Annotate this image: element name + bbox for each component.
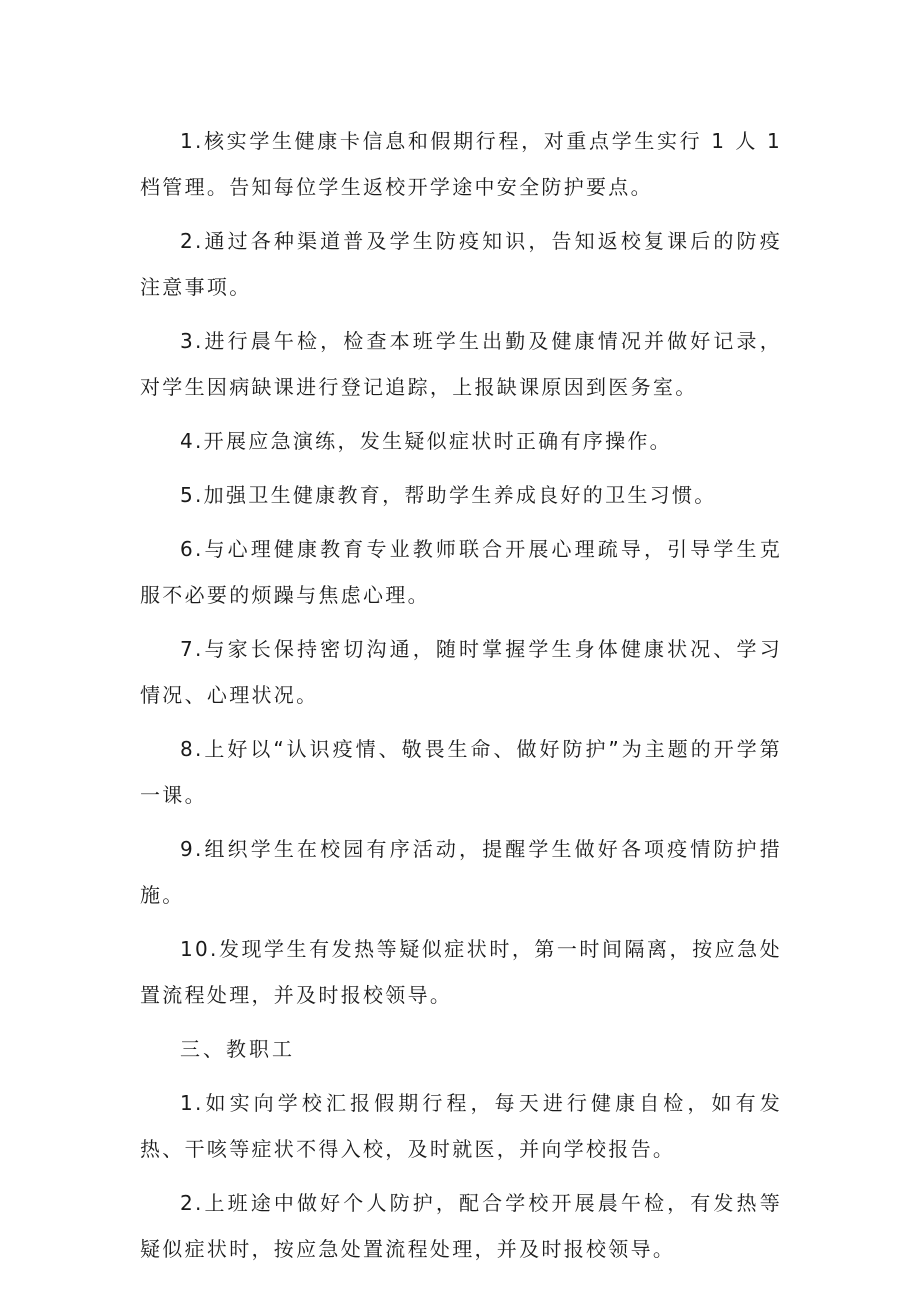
paragraph-student-9: 9.组织学生在校园有序活动，提醒学生做好各项疫情防护措施。: [140, 837, 782, 907]
paragraph-student-7: 7.与家长保持密切沟通，随时掌握学生身体健康状况、学习情况、心理状况。: [140, 637, 782, 707]
paragraph-student-5: 5.加强卫生健康教育，帮助学生养成良好的卫生习惯。: [180, 483, 717, 507]
paragraph-student-3: 3.进行晨午检，检查本班学生出勤及健康情况并做好记录，对学生因病缺课进行登记追踪，上报缺课原因到医务室。: [140, 329, 782, 399]
paragraph-staff-1: 1.如实向学校汇报假期行程，每天进行健康自检，如有发热、干咳等症状不得入校，及时就医，并向学校报告。: [140, 1091, 782, 1161]
paragraph-student-4: 4.开展应急演练，发生疑似症状时正确有序操作。: [180, 429, 672, 453]
paragraph-student-1: 1.核实学生健康卡信息和假期行程，对重点学生实行 1 人 1 档管理。告知每位学生返校开学途中安全防护要点。: [140, 129, 782, 199]
document-body: [140, 118, 782, 1280]
section-heading-staff: 三、教职工: [180, 1037, 295, 1061]
paragraph-student-6: 6.与心理健康教育专业教师联合开展心理疏导，引导学生克服不必要的烦躁与焦虑心理。: [140, 537, 782, 607]
paragraph-student-10: 10.发现学生有发热等疑似症状时，第一时间隔离，按应急处置流程处理，并及时报校领导。: [140, 937, 782, 1007]
paragraph-student-2: 2.通过各种渠道普及学生防疫知识，告知返校复课后的防疫注意事项。: [140, 229, 782, 299]
paragraph-student-8: 8.上好以“认识疫情、敬畏生命、做好防护”为主题的开学第一课。: [140, 737, 782, 807]
paragraph-staff-2: 2.上班途中做好个人防护，配合学校开展晨午检，有发热等疑似症状时，按应急处置流程处理，并及时报校领导。: [140, 1191, 782, 1261]
